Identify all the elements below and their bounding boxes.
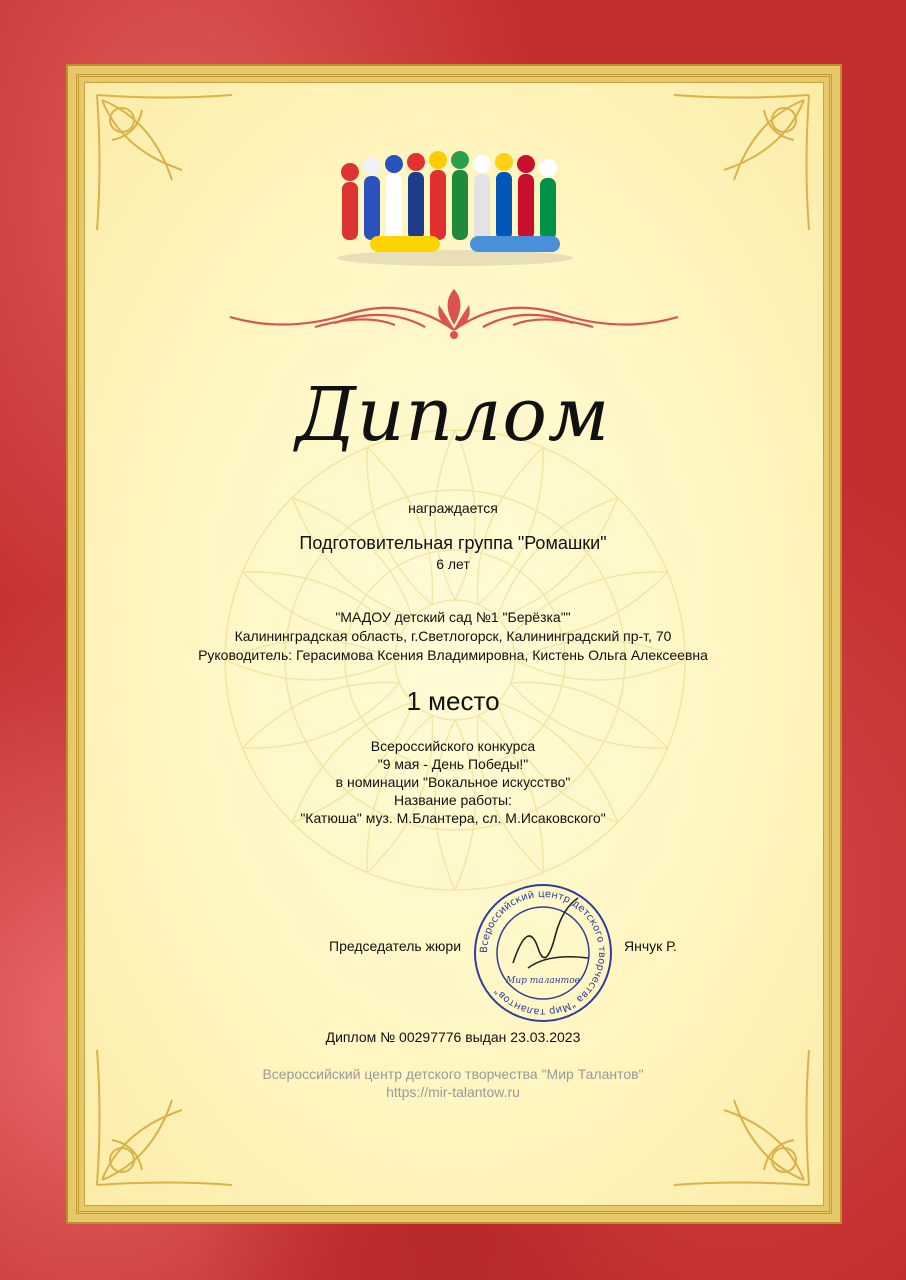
- people-flags-illustration-icon: [330, 150, 580, 268]
- svg-text:Всероссийский центр детского т: [479, 889, 607, 1017]
- corner-ornament-icon: [92, 90, 242, 240]
- awarded-label: награждается: [408, 500, 498, 516]
- footer-organization: Всероссийский центр детского творчества "Мир Талантов": [262, 1066, 644, 1082]
- footer-url[interactable]: https://mir-talantow.ru: [386, 1084, 520, 1100]
- organization-name: "МАДОУ детский сад №1 "Берёзка"": [335, 609, 571, 625]
- supervisors: Руководитель: Герасимова Ксения Владимировна, Кистень Ольга Алексеевна: [198, 647, 708, 663]
- corner-ornament-icon: [664, 1040, 814, 1190]
- flourish-ornament-icon: [225, 285, 683, 345]
- contest-line-1: Всероссийского конкурса: [370, 738, 536, 754]
- corner-ornament-icon: [92, 1040, 242, 1190]
- recipient-age: 6 лет: [436, 556, 470, 572]
- jury-chair-name: Янчук Р.: [624, 938, 677, 954]
- organization-address: Калининградская область, г.Светлогорск, Калининградский пр-т, 70: [234, 628, 672, 644]
- place-award: 1 место: [406, 686, 500, 716]
- seal-stamp-icon: [468, 878, 618, 1028]
- corner-ornament-icon: [664, 90, 814, 240]
- diploma-number: Диплом № 00297776 выдан 23.03.2023: [325, 1029, 581, 1045]
- contest-name: "9 мая - День Победы!": [377, 756, 529, 772]
- diploma-title: Диплом: [295, 372, 611, 458]
- stamp-ring-text: Всероссийский центр детского творчества "Мир талантов": [478, 888, 608, 1018]
- work-title: "Катюша" муз. М.Блантера, сл. М.Исаковского": [300, 810, 606, 826]
- stamp-center-text: Мир талантов: [506, 976, 580, 986]
- nomination: в номинации "Вокальное искусство": [335, 774, 571, 790]
- work-label: Название работы:: [394, 792, 512, 808]
- jury-chair-label: Председатель жюри: [329, 938, 462, 954]
- recipient-name: Подготовительная группа "Ромашки": [299, 533, 607, 553]
